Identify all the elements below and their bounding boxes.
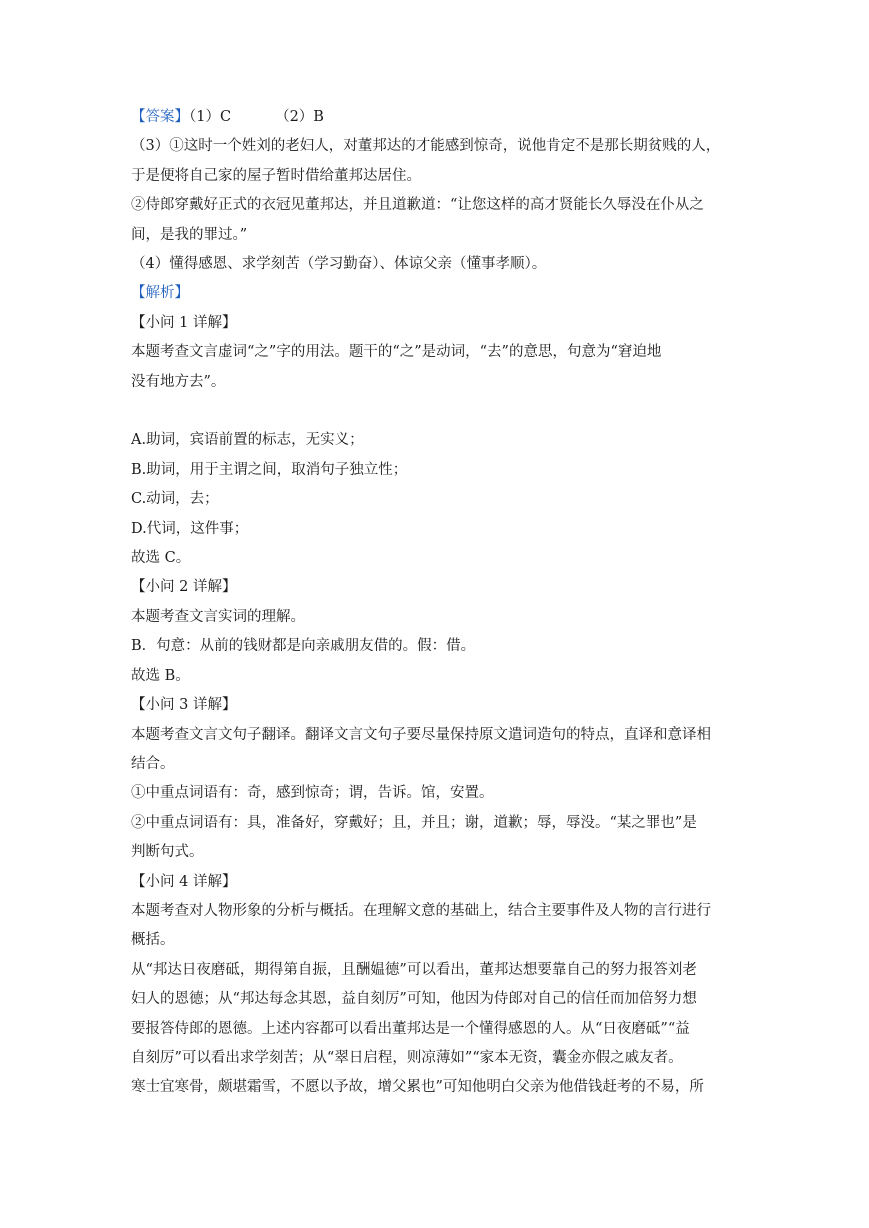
q3-line-3: ①中重点词语有：奇，感到惊奇；谓，告诉。馆，安置。 xyxy=(131,785,494,802)
answer-part-3-line-4: 间，是我的罪过。” xyxy=(131,226,248,243)
answer-part-3-line-2: 于是便将自己家的屋子暂时借给董邦达居住。 xyxy=(131,167,421,184)
q3-line-5: 判断句式。 xyxy=(131,844,204,861)
q1-line-1: 本题考查文言虚词“之”字的用法。题干的“之”是动词，“去”的意思，句意为“窘迫地 xyxy=(131,344,662,361)
q4-line-7: 寒士宜寒骨，颇堪霜雪，不愿以予故，增父累也”可知他明白父亲为他借钱赶考的不易，所 xyxy=(131,1079,704,1096)
q1-conclusion: 故选 C。 xyxy=(131,550,191,567)
q4-line-2: 概括。 xyxy=(131,932,175,949)
answer-part-1: （1）C xyxy=(189,109,232,125)
q2-line-1: 本题考查文言实词的理解。 xyxy=(131,608,305,625)
q1-option-c: C.动词，去； xyxy=(131,491,219,508)
q4-line-3: 从“邦达日夜磨砥，期得第自振，且酬媪德”可以看出，董邦达想要靠自己的努力报答刘老 xyxy=(131,961,697,978)
blank-line xyxy=(131,397,741,426)
q3-heading: 【小问 3 详解】 xyxy=(131,697,237,714)
q4-heading: 【小问 4 详解】 xyxy=(131,873,237,890)
answer-part-3-line-3: ②侍郎穿戴好正式的衣冠见董邦达，并且道歉道：“让您这样的高才贤能长久辱没在仆从之 xyxy=(131,197,704,214)
answer-line-1 xyxy=(131,103,741,132)
answer-part-2: （2）B xyxy=(275,109,324,125)
q3-line-1: 本题考查文言文句子翻译。翻译文言文句子要尽量保持原文遣词造句的特点，直译和意译相 xyxy=(131,726,711,743)
answer-tag: 【答案】 xyxy=(131,109,189,125)
q4-line-1: 本题考查对人物形象的分析与概括。在理解文意的基础上，结合主要事件及人物的言行进行 xyxy=(131,902,711,919)
q2-line-2: B．句意：从前的钱财都是向亲戚朋友借的。假：借。 xyxy=(131,638,476,655)
q1-option-b: B.助词，用于主谓之间，取消句子独立性； xyxy=(131,461,408,478)
q2-conclusion: 故选 B。 xyxy=(131,667,190,684)
q4-line-4: 妇人的恩德；从“邦达每念其恩，益自刻厉”可知，他因为侍郎对自己的信任而加倍努力想 xyxy=(131,991,697,1008)
q1-line-2: 没有地方去”。 xyxy=(131,373,226,390)
q3-line-2: 结合。 xyxy=(131,755,175,772)
document-page xyxy=(131,103,741,1103)
q3-line-4: ②中重点词语有：具，准备好，穿戴好；且，并且；谢，道歉；辱，辱没。“某之罪也”是 xyxy=(131,814,697,831)
analysis-tag: 【解析】 xyxy=(131,285,189,302)
q1-heading: 【小问 1 详解】 xyxy=(131,314,237,331)
q2-heading: 【小问 2 详解】 xyxy=(131,579,237,596)
q1-option-a: A.助词，宾语前置的标志，无实义； xyxy=(131,432,364,449)
answer-part-4: （4）懂得感恩、求学刻苦（学习勤奋）、体谅父亲（懂事孝顺）。 xyxy=(131,256,547,273)
q1-option-d: D.代词，这件事； xyxy=(131,520,249,537)
answer-part-3-line-1: （3）①这时一个姓刘的老妇人，对董邦达的才能感到惊奇，说他肯定不是那长期贫贱的人， xyxy=(131,138,721,155)
q4-line-5: 要报答侍郎的恩德。上述内容都可以看出董邦达是一个懂得感恩的人。从“日夜磨砥”“益 xyxy=(131,1020,690,1037)
q4-line-6: 自刻厉”可以看出求学刻苦；从“翠日启程，则凉薄如”“家本无资，囊金亦假之戚友者。 xyxy=(131,1049,683,1066)
